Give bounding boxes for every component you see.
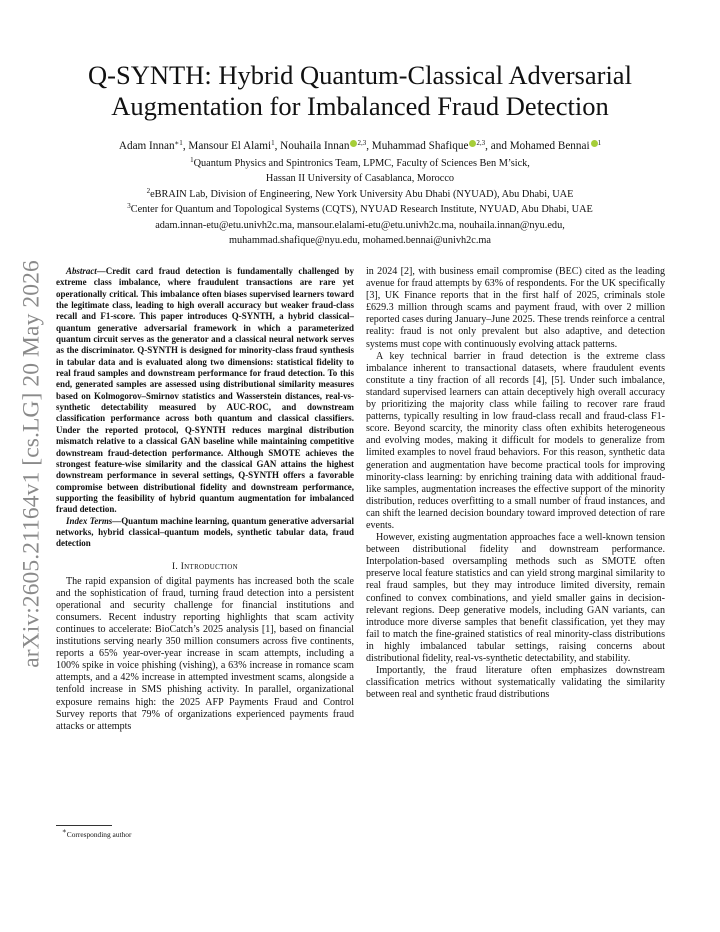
affiliation-3 bbox=[40, 202, 680, 218]
affiliation-text: eBRAIN Lab, Division of Engineering, New York University Abu Dhabi (NYUAD), Abu Dhabi, UAE bbox=[150, 188, 574, 200]
author-name: , Mansour El Alami bbox=[182, 140, 272, 152]
abstract-text: Credit card fraud detection is fundamentally challenged by extreme class imbalance, where fraudulent transactions are rare yet operationally critical. This imbalance often biases supervised learners toward the legitimate class, leading to high overall accuracy but weaker fraud-class recall and F1-score. This paper introduces Q-SYNTH, a hybrid classical–quantum generative adversarial framework in which a parameterized quantum circuit serves as the generator and a classical neural network serves as the discriminator. Q-SYNTH is designed for minority-class fraud synthesis in tabular data and is evaluated along two dimensions: statistical fidelity to real fraud samples and downstream performance for fraud detection. To this end, generated samples are assessed using distributional similarity measures based on Kolmogorov–Smirnov statistics and Wasserstein distances, real-vs-synthetic detectability measured by AUC-ROC, and downstream classification performance across both quantum and classical classifiers. Under the reported protocol, Q-SYNTH reduces marginal distribution mismatch relative to a classical GAN baseline while maintaining competitive downstream fraud-detection performance. Although SMOTE achieves the strongest feature-wise similarity and the classical GAN attains the highest downstream performance in several settings, Q-SYNTH offers a favorable compromise between distributional fidelity and downstream performance, supporting the feasibility of hybrid quantum augmentation for imbalanced fraud detection. bbox=[56, 266, 354, 515]
paragraph-continued: in 2024 [2], with business email compromise (BEC) cited as the leading avenue for fraud attempts by 63% of respondents. For the UK specifically [3], UK Finance reports that in the first half of 2025, criminals stole £629.3 million through scams and payment fraud, with over 2 million reported cases during January–June 2025. These trends reinforce a central reality: fraud is not only prevalent but also adaptive, and detection systems must cope with continuously evolving attack patterns. bbox=[366, 266, 665, 350]
author-name: , and Mohamed Bennai bbox=[485, 140, 590, 152]
footnote bbox=[62, 827, 132, 839]
author-mark: 2,3 bbox=[476, 139, 486, 147]
abstract-label: Abstract— bbox=[66, 266, 106, 276]
section-title: Introduction bbox=[180, 561, 238, 572]
affiliation-text: Center for Quantum and Topological Systems (CQTS), NYUAD Research Institute, NYUAD, Abu Dhabi, UAE bbox=[130, 204, 593, 215]
footnote-text: Corresponding author bbox=[66, 830, 132, 839]
index-terms-text: Quantum machine learning, quantum generative adversarial networks, hybrid classical–quantum models, synthetic tabular data, fraud detection bbox=[56, 515, 354, 549]
abstract bbox=[56, 266, 354, 550]
title-line-2: Augmentation for Imbalanced Fraud Detection bbox=[111, 91, 609, 121]
author-emails-line-2: muhammad.shafique@nyu.edu, mohamed.bennai@univh2c.ma bbox=[228, 235, 492, 246]
affiliation-mark: 1 bbox=[190, 155, 194, 164]
intro-text-right bbox=[366, 266, 665, 701]
paper-title bbox=[40, 60, 680, 122]
affiliation-mark: 3 bbox=[127, 202, 131, 210]
author-mark: ∗1 bbox=[174, 139, 183, 147]
abstract-paragraph bbox=[56, 266, 354, 516]
section-heading-introduction bbox=[56, 562, 354, 572]
index-terms-label: Index Terms— bbox=[66, 515, 122, 526]
paragraph: Importantly, the fraud literature often emphasizes downstream classification metrics without systematically validating the similarity between real and synthetic fraud distributions bbox=[366, 665, 665, 701]
intro-text-left bbox=[56, 576, 354, 733]
title-line-1: Q-SYNTH: Hybrid Quantum-Classical Adversarial bbox=[88, 60, 632, 90]
affiliation-mark: 2 bbox=[146, 186, 151, 195]
paragraph: However, existing augmentation approaches face a well-known tension between distributional fidelity and downstream performance. Interpolation-based oversampling methods such as SMOTE often preserve local feature statistics and can yield strong marginal similarity to real fraud samples, but they may introduce limited diversity, remain confined to convex combinations, and yield smaller gains in decision-relevant regions. Deep generative models, including GAN variants, can introduce more diverse samples that benefit classification, yet they may fail to match the fine-grained statistics of real minority-class distributions in highly imbalanced tabular settings, raising concerns about distributional fidelity, real-vs-synthetic detectability, and stability. bbox=[366, 532, 665, 664]
author-block bbox=[40, 139, 680, 249]
author-mark: 1 bbox=[271, 139, 275, 147]
index-terms bbox=[56, 516, 354, 550]
section-numeral: I. bbox=[171, 561, 179, 572]
arxiv-identifier-text: arXiv:2605.21164v1 [cs.LG] 20 May 2026 bbox=[18, 260, 45, 668]
affiliation-1-line-1 bbox=[40, 156, 680, 172]
affiliation-text: Quantum Physics and Spintronics Team, LPMC, Faculty of Sciences Ben M’sick, bbox=[193, 157, 530, 169]
author-name: Adam Innan bbox=[118, 140, 175, 152]
author-name: , Muhammad Shafique bbox=[366, 140, 469, 152]
arxiv-identifier-stamp bbox=[14, 254, 50, 674]
footnote-mark: ∗ bbox=[62, 827, 67, 835]
footnote-rule bbox=[56, 825, 112, 826]
author-mark: 1 bbox=[597, 139, 602, 147]
left-column bbox=[56, 266, 354, 733]
author-name: , Nouhaila Innan bbox=[274, 140, 350, 152]
author-emails-line-1: adam.innan-etu@etu.univh2c.ma, mansour.elalami-etu@etu.univh2c.ma, nouhaila.innan@nyu.edu, bbox=[155, 219, 565, 231]
paragraph: A key technical barrier in fraud detection is the extreme class imbalance inherent to transactional datasets, where fraudulent events constitute a tiny fraction of all records [4], [5]. Under such imbalance, standard supervised learners can attain deceptively high overall accuracy by prioritizing the majority class while failing to recover rare fraud patterns, typically resulting in low fraud-class recall and fraud-class F1-score. Beyond scarcity, the minority class often exhibits heterogeneous and evolving modes, making it difficult for models to generalize from limited examples to novel fraud behaviors. For this reason, synthetic data generation and augmentation have become practical tools for improving minority-class learning: by enriching training data with additional fraud-like samples, augmentation increases the effective support of the minority distribution, reduces overfitting to a small number of fraud instances, and can shift the learned decision boundary toward improved detection of rare events. bbox=[366, 350, 665, 531]
author-mark: 2,3 bbox=[357, 139, 367, 147]
author-list bbox=[40, 139, 680, 155]
affiliation-1-line-2: Hassan II University of Casablanca, Morocco bbox=[265, 173, 455, 184]
right-column bbox=[366, 266, 665, 701]
affiliation-2 bbox=[40, 187, 680, 203]
paragraph: The rapid expansion of digital payments has increased both the scale and the sophistication of fraud, turning fraud detection into a persistent operational and security challenge for financial institutions and consumers. Recent industry reporting highlights that scam activity continues to accelerate: BioCatch’s 2025 analysis [1], based on financial institutions serving nearly 350 million consumers across five continents, reports a 65% year-over-year increase in scam attempts, including a 100% spike in voice phishing (vishing), a 63% increase in romance scam attempts, and a 42% increase in attempted investment scams, alongside a tenfold increase in SMS phishing activity. In parallel, organizational exposure remains high: the 2025 AFP Payments Fraud and Control Survey reports that 79% of organizations experienced payments fraud attacks or attempts bbox=[56, 575, 354, 732]
orcid-icon[interactable] bbox=[591, 140, 598, 147]
